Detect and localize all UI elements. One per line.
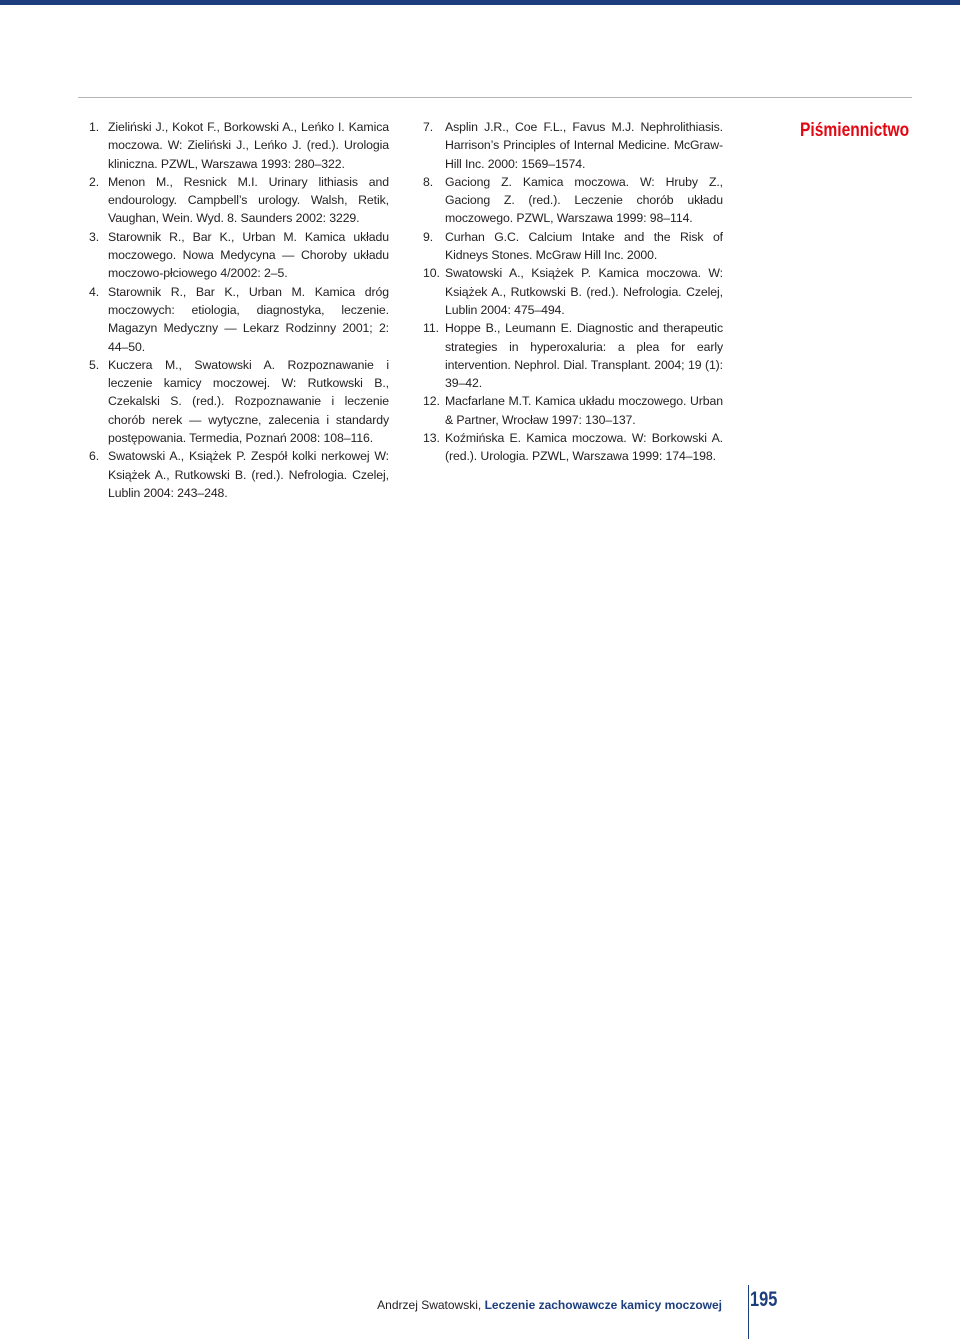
reference-item: [423, 173, 723, 228]
reference-number: 2.: [89, 174, 100, 189]
reference-number: 1.: [89, 120, 100, 134]
reference-number: 8.: [423, 174, 434, 189]
reference-item: [89, 356, 389, 447]
page-number: 195: [750, 1288, 778, 1311]
reference-text: Menon M., Resnick M.I. Urinary lithiasis and endourology. Campbell’s urology. Walsh, Retik, Vaughan, Wein. Wyd. 8. Saunders 2002: 3229.: [108, 174, 389, 226]
reference-number: 7.: [423, 120, 434, 134]
reference-item: [89, 447, 389, 502]
reference-item: [423, 429, 723, 466]
reference-text: Starownik R., Bar K., Urban M. Kamica dróg moczowych: etiologia, diagnostyka, leczenie. Magazyn Medyczny — Lekarz Rodzinny 2001; 2: 44–50.: [108, 284, 389, 354]
reference-text: Hoppe B., Leumann E. Diagnostic and therapeutic strategies in hyperoxaluria: a plea for early intervention. Nephrol. Dial. Transplant. 2004; 19 (1): 39–42.: [445, 321, 723, 391]
reference-text: Starownik R., Bar K., Urban M. Kamica układu moczowego. Nowa Medycyna — Choroby układu moczowo-płciowego 4/2002: 2–5.: [108, 229, 389, 281]
reference-item: [89, 118, 389, 173]
reference-text: Zieliński J., Kokot F., Borkowski A., Leńko I. Kamica moczowa. W: Zieliński J., Leńko J. (red.). Urologia kliniczna. PZWL, Warszawa 1993: 280–322.: [108, 120, 389, 171]
references-right-column: [423, 118, 723, 466]
reference-text: Asplin J.R., Coe F.L., Favus M.J. Nephrolithiasis. Harrison’s Principles of Internal Medicine. McGraw-Hill Inc. 2000: 1569–1574.: [445, 120, 723, 171]
reference-text: Gaciong Z. Kamica moczowa. W: Hruby Z., Gaciong Z. (red.). Leczenie chorób układu moczowego. PZWL, Warszawa 1999: 98–114.: [445, 174, 723, 226]
reference-item: [423, 319, 723, 392]
header-rule: [78, 97, 912, 98]
reference-item: [423, 264, 723, 319]
reference-item: [89, 283, 389, 356]
top-color-bar: [0, 0, 960, 5]
reference-number: 3.: [89, 229, 100, 244]
reference-item: [423, 392, 723, 429]
reference-text: Macfarlane M.T. Kamica układu moczowego. Urban & Partner, Wrocław 1997: 130–137.: [445, 394, 723, 427]
reference-item: [423, 118, 723, 173]
reference-text: Curhan G.C. Calcium Intake and the Risk of Kidneys Stones. McGraw Hill Inc. 2000.: [445, 229, 723, 263]
reference-item: [89, 228, 389, 283]
reference-text: Swatowski A., Książek P. Zespół kolki nerkowej W: Książek A., Rutkowski B. (red.). Nefrologia. Czelej, Lublin 2004: 243–248.: [108, 449, 389, 500]
reference-text: Kuczera M., Swatowski A. Rozpoznawanie i leczenie kamicy moczowej. W: Rutkowski B., Czekalski S. (red.). Rozpoznawanie i leczenie chorób nerek — wytyczne, zalecenia i standardy postępowania. Termedia, Poznań 2008: 108–116.: [108, 357, 389, 446]
footer-author: Andrzej Swatowski,: [377, 1298, 482, 1312]
reference-text: Swatowski A., Książek P. Kamica moczowa. W: Książek A., Rutkowski B. (red.). Nefrologia. Czelej, Lublin 2004: 475–494.: [445, 266, 723, 317]
reference-number: 10.: [423, 266, 440, 281]
reference-number: 6.: [89, 449, 100, 464]
footer-book-title: Leczenie zachowawcze kamicy moczowej: [484, 1298, 722, 1312]
section-title: Piśmiennictwo: [800, 120, 910, 141]
reference-number: 4.: [89, 284, 100, 299]
reference-number: 12.: [423, 394, 440, 409]
reference-item: [89, 173, 389, 228]
reference-number: 5.: [89, 357, 100, 372]
reference-item: [423, 228, 723, 265]
page-number-rule: [748, 1285, 749, 1339]
reference-text: Koźmińska E. Kamica moczowa. W: Borkowski A. (red.). Urologia. PZWL, Warszawa 1999: 174–198.: [445, 431, 723, 464]
reference-number: 13.: [423, 431, 440, 446]
reference-number: 9.: [423, 229, 434, 244]
running-footer: [377, 1298, 722, 1312]
references-left-column: [89, 118, 389, 502]
reference-number: 11.: [423, 321, 439, 336]
